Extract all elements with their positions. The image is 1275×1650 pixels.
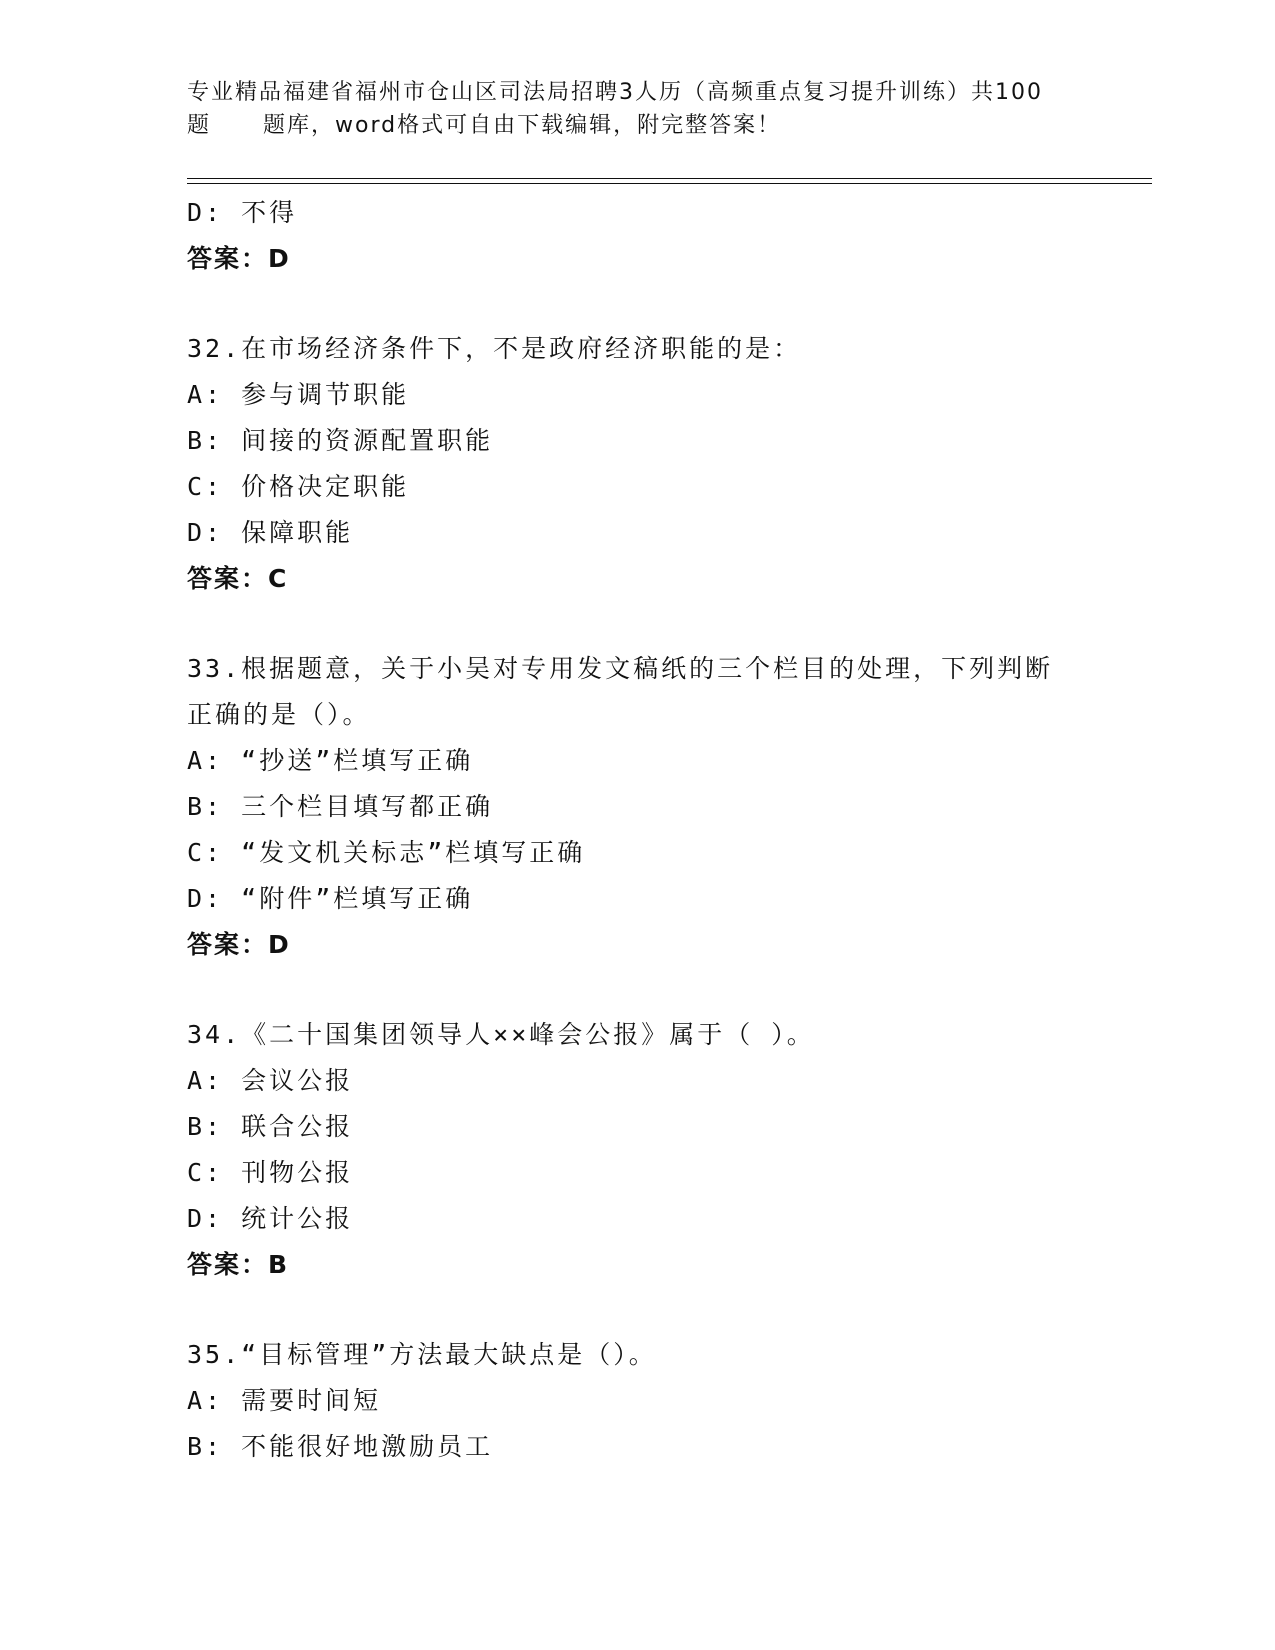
header-divider-bottom bbox=[187, 183, 1152, 184]
question-text: 35.“目标管理”方法最大缺点是（）。 bbox=[187, 1340, 657, 1369]
question-block bbox=[187, 1332, 1137, 1470]
answer-line: 答案：D bbox=[187, 930, 291, 959]
block-spacer bbox=[187, 602, 1137, 646]
block-spacer bbox=[187, 282, 1137, 326]
question-block bbox=[187, 326, 1137, 602]
question-text: 正确的是（）。 bbox=[187, 700, 371, 729]
answer-line: 答案：C bbox=[187, 564, 289, 593]
question-list bbox=[187, 190, 1137, 1470]
header-title-line2 bbox=[187, 109, 1087, 142]
document-header bbox=[187, 76, 1087, 142]
option-line: A: 需要时间短 bbox=[187, 1386, 382, 1415]
header-title-line2-start: 题 bbox=[187, 113, 212, 138]
option-line: B: 不能很好地激励员工 bbox=[187, 1432, 494, 1461]
option-line: B: 联合公报 bbox=[187, 1112, 354, 1141]
option-line: D: “附件”栏填写正确 bbox=[187, 884, 474, 913]
question-text: 33.根据题意，关于小吴对专用发文稿纸的三个栏目的处理，下列判断 bbox=[187, 654, 1054, 683]
option-line: C: 刊物公报 bbox=[187, 1158, 354, 1187]
option-line: C: 价格决定职能 bbox=[187, 472, 410, 501]
option-line: A: 会议公报 bbox=[187, 1066, 354, 1095]
block-spacer bbox=[187, 968, 1137, 1012]
option-line: D: 统计公报 bbox=[187, 1204, 354, 1233]
header-title-line2-rest: 题库，word格式可自由下载编辑，附完整答案！ bbox=[263, 113, 782, 138]
header-divider-top bbox=[187, 178, 1152, 179]
option-line: C: “发文机关标志”栏填写正确 bbox=[187, 838, 586, 867]
question-text: 34.《二十国集团领导人××峰会公报》属于（ ）。 bbox=[187, 1020, 815, 1049]
question-block bbox=[187, 190, 1137, 282]
option-line: B: 三个栏目填写都正确 bbox=[187, 792, 494, 821]
option-line: D: 保障职能 bbox=[187, 518, 354, 547]
option-line: B: 间接的资源配置职能 bbox=[187, 426, 494, 455]
question-text: 32.在市场经济条件下，不是政府经济职能的是： bbox=[187, 334, 802, 363]
option-line: A: “抄送”栏填写正确 bbox=[187, 746, 474, 775]
option-line: A: 参与调节职能 bbox=[187, 380, 410, 409]
block-spacer bbox=[187, 1288, 1137, 1332]
option-line: D: 不得 bbox=[187, 198, 298, 227]
header-title-line1: 专业精品福建省福州市仓山区司法局招聘3人历（高频重点复习提升训练）共100 bbox=[187, 80, 1043, 105]
question-block bbox=[187, 646, 1137, 968]
answer-line: 答案：D bbox=[187, 244, 291, 273]
question-block bbox=[187, 1012, 1137, 1288]
answer-line: 答案：B bbox=[187, 1250, 290, 1279]
